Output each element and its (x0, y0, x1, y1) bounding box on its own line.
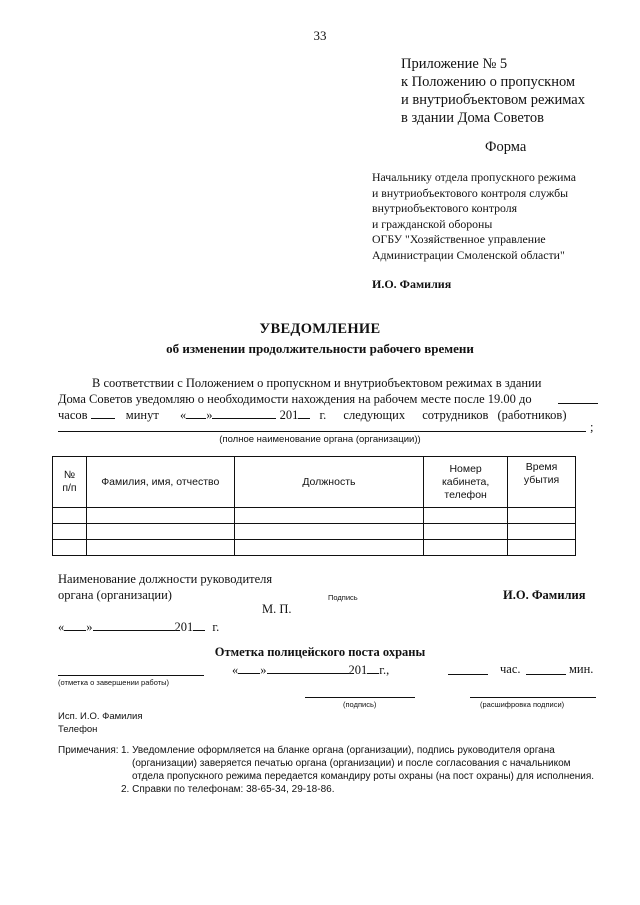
year-blank[interactable] (298, 407, 310, 419)
table-row (53, 540, 576, 556)
manager-position-line2: органа (организации) (58, 588, 172, 602)
executor-phone: Телефон (58, 724, 98, 735)
hour-blank[interactable] (448, 674, 488, 675)
hours-label: часов (58, 408, 88, 422)
table-cell[interactable] (424, 540, 508, 556)
table-row (53, 508, 576, 524)
employees-word: сотрудников (422, 408, 489, 422)
quote-close: » (260, 663, 267, 677)
minute-blank[interactable] (526, 674, 566, 675)
hour-label: час. (500, 662, 521, 676)
day-blank[interactable] (64, 619, 86, 631)
year-prefix: 201 (174, 620, 194, 634)
following-word: следующих (343, 408, 406, 422)
note-item-2: 2. Справки по телефонам: 38-65-34, 29-18-86. (121, 784, 335, 795)
table-cell[interactable] (53, 540, 87, 556)
until-blank[interactable] (558, 403, 598, 404)
col-header-office: Номер кабинета, телефон (424, 457, 508, 508)
table-cell[interactable] (234, 524, 424, 540)
addressee-block (372, 170, 576, 263)
appendix-block (401, 55, 585, 127)
table-cell[interactable] (53, 524, 87, 540)
table-cell[interactable] (424, 524, 508, 540)
executor-name: Исп. И.О. Фамилия (58, 711, 143, 722)
table-cell[interactable] (508, 508, 576, 524)
org-name-line[interactable] (58, 431, 586, 432)
police-date (232, 662, 389, 678)
appendix-line: Приложение № 5 (401, 56, 508, 72)
month-blank[interactable] (212, 407, 276, 419)
addressee-line: ОГБУ "Хозяйственное управление (372, 232, 546, 246)
quote-open: « (58, 620, 65, 634)
manager-signature-hint: Подпись (328, 593, 358, 602)
year-suffix: г. (319, 408, 327, 422)
quote-close: » (86, 620, 93, 634)
police-title: Отметка полицейского поста охраны (214, 645, 426, 659)
quote-open: « (232, 663, 239, 677)
quote-open: « (179, 408, 187, 422)
hours-blank[interactable] (91, 407, 115, 419)
minutes-label: минут (125, 408, 159, 422)
year-suffix: г. (212, 620, 220, 634)
workers-word: (работников) (497, 408, 567, 422)
body-line-1: В соответствии с Положением о пропускном и внутриобъектовом режимах в здании (92, 376, 542, 390)
appendix-line: к Положению о пропускном (401, 74, 576, 90)
year-blank[interactable] (367, 662, 379, 674)
table-cell[interactable] (86, 524, 234, 540)
table-cell[interactable] (508, 540, 576, 556)
addressee-line: и гражданской обороны (372, 216, 493, 231)
day-blank[interactable] (238, 662, 260, 674)
col-header-departure: Время убытия (508, 457, 576, 508)
manager-position-line1: Наименование должности руководителя (58, 572, 273, 586)
addressee-line: Администрации Смоленской области" (372, 247, 565, 262)
table-cell[interactable] (424, 508, 508, 524)
police-signature-hint: (подпись) (343, 700, 377, 709)
note-item-1-line-3: отдела пропускного режима передается командиру роты охраны (на пост охраны) для исполнения. (132, 771, 595, 782)
addressee-line: внутриобъектового контроля (372, 201, 518, 215)
quote-close: » (206, 408, 213, 422)
org-name-hint: (полное наименование органа (организации)) (219, 434, 421, 445)
seal-label: М. П. (262, 602, 292, 616)
minute-label: мин. (569, 662, 594, 676)
year-prefix: 201 (348, 663, 368, 677)
col-header-number: № п/п (53, 457, 87, 508)
addressee-line: Начальнику отдела пропускного режима (372, 170, 577, 184)
completion-hint: (отметка о завершении работы) (58, 678, 170, 687)
form-label: Форма (485, 139, 527, 155)
table-cell[interactable] (234, 540, 424, 556)
police-decryption-line[interactable] (470, 697, 596, 698)
col-header-fio: Фамилия, имя, отчество (86, 457, 234, 508)
notes-label: Примечания: (58, 745, 119, 756)
manager-name: И.О. Фамилия (503, 588, 586, 602)
police-decryption-hint: (расшифровка подписи) (480, 700, 565, 709)
addressee-line: и внутриобъектового контроля службы (372, 185, 569, 200)
year-prefix: 201 (279, 408, 299, 422)
month-blank[interactable] (267, 662, 349, 674)
addressee-signature-name: И.О. Фамилия (372, 277, 452, 291)
year-blank[interactable] (193, 619, 205, 631)
table-cell[interactable] (53, 508, 87, 524)
table-cell[interactable] (86, 540, 234, 556)
appendix-line: и внутриобъектовом режимах (401, 92, 585, 108)
month-blank[interactable] (93, 619, 175, 631)
body-line-2: Дома Советов уведомляю о необходимости нахождения на рабочем месте после 19.00 до (58, 392, 532, 406)
year-suffix: г., (379, 663, 390, 677)
table-cell[interactable] (86, 508, 234, 524)
page-number: 33 (313, 28, 327, 43)
employee-table (52, 456, 576, 556)
body-line-3 (58, 407, 567, 423)
completion-mark-line[interactable] (58, 675, 204, 676)
day-blank[interactable] (186, 407, 206, 419)
note-item-1-line-1: 1. Уведомление оформляется на бланке органа (организации), подпись руководителя органа (121, 745, 555, 756)
manager-date (58, 619, 219, 635)
note-item-1-line-2: (организации) заверяется печатью органа (организации) и после согласования с начальником (132, 758, 571, 769)
semicolon: ; (590, 420, 594, 434)
table-cell[interactable] (508, 524, 576, 540)
appendix-line: в здании Дома Советов (401, 110, 545, 126)
document-title: УВЕДОМЛЕНИЕ (259, 321, 381, 337)
table-row (53, 524, 576, 540)
table-cell[interactable] (234, 508, 424, 524)
col-header-position: Должность (234, 457, 424, 508)
table-header-row (53, 457, 576, 508)
document-subtitle: об изменении продолжительности рабочего времени (166, 341, 474, 356)
police-signature-line[interactable] (305, 697, 415, 698)
